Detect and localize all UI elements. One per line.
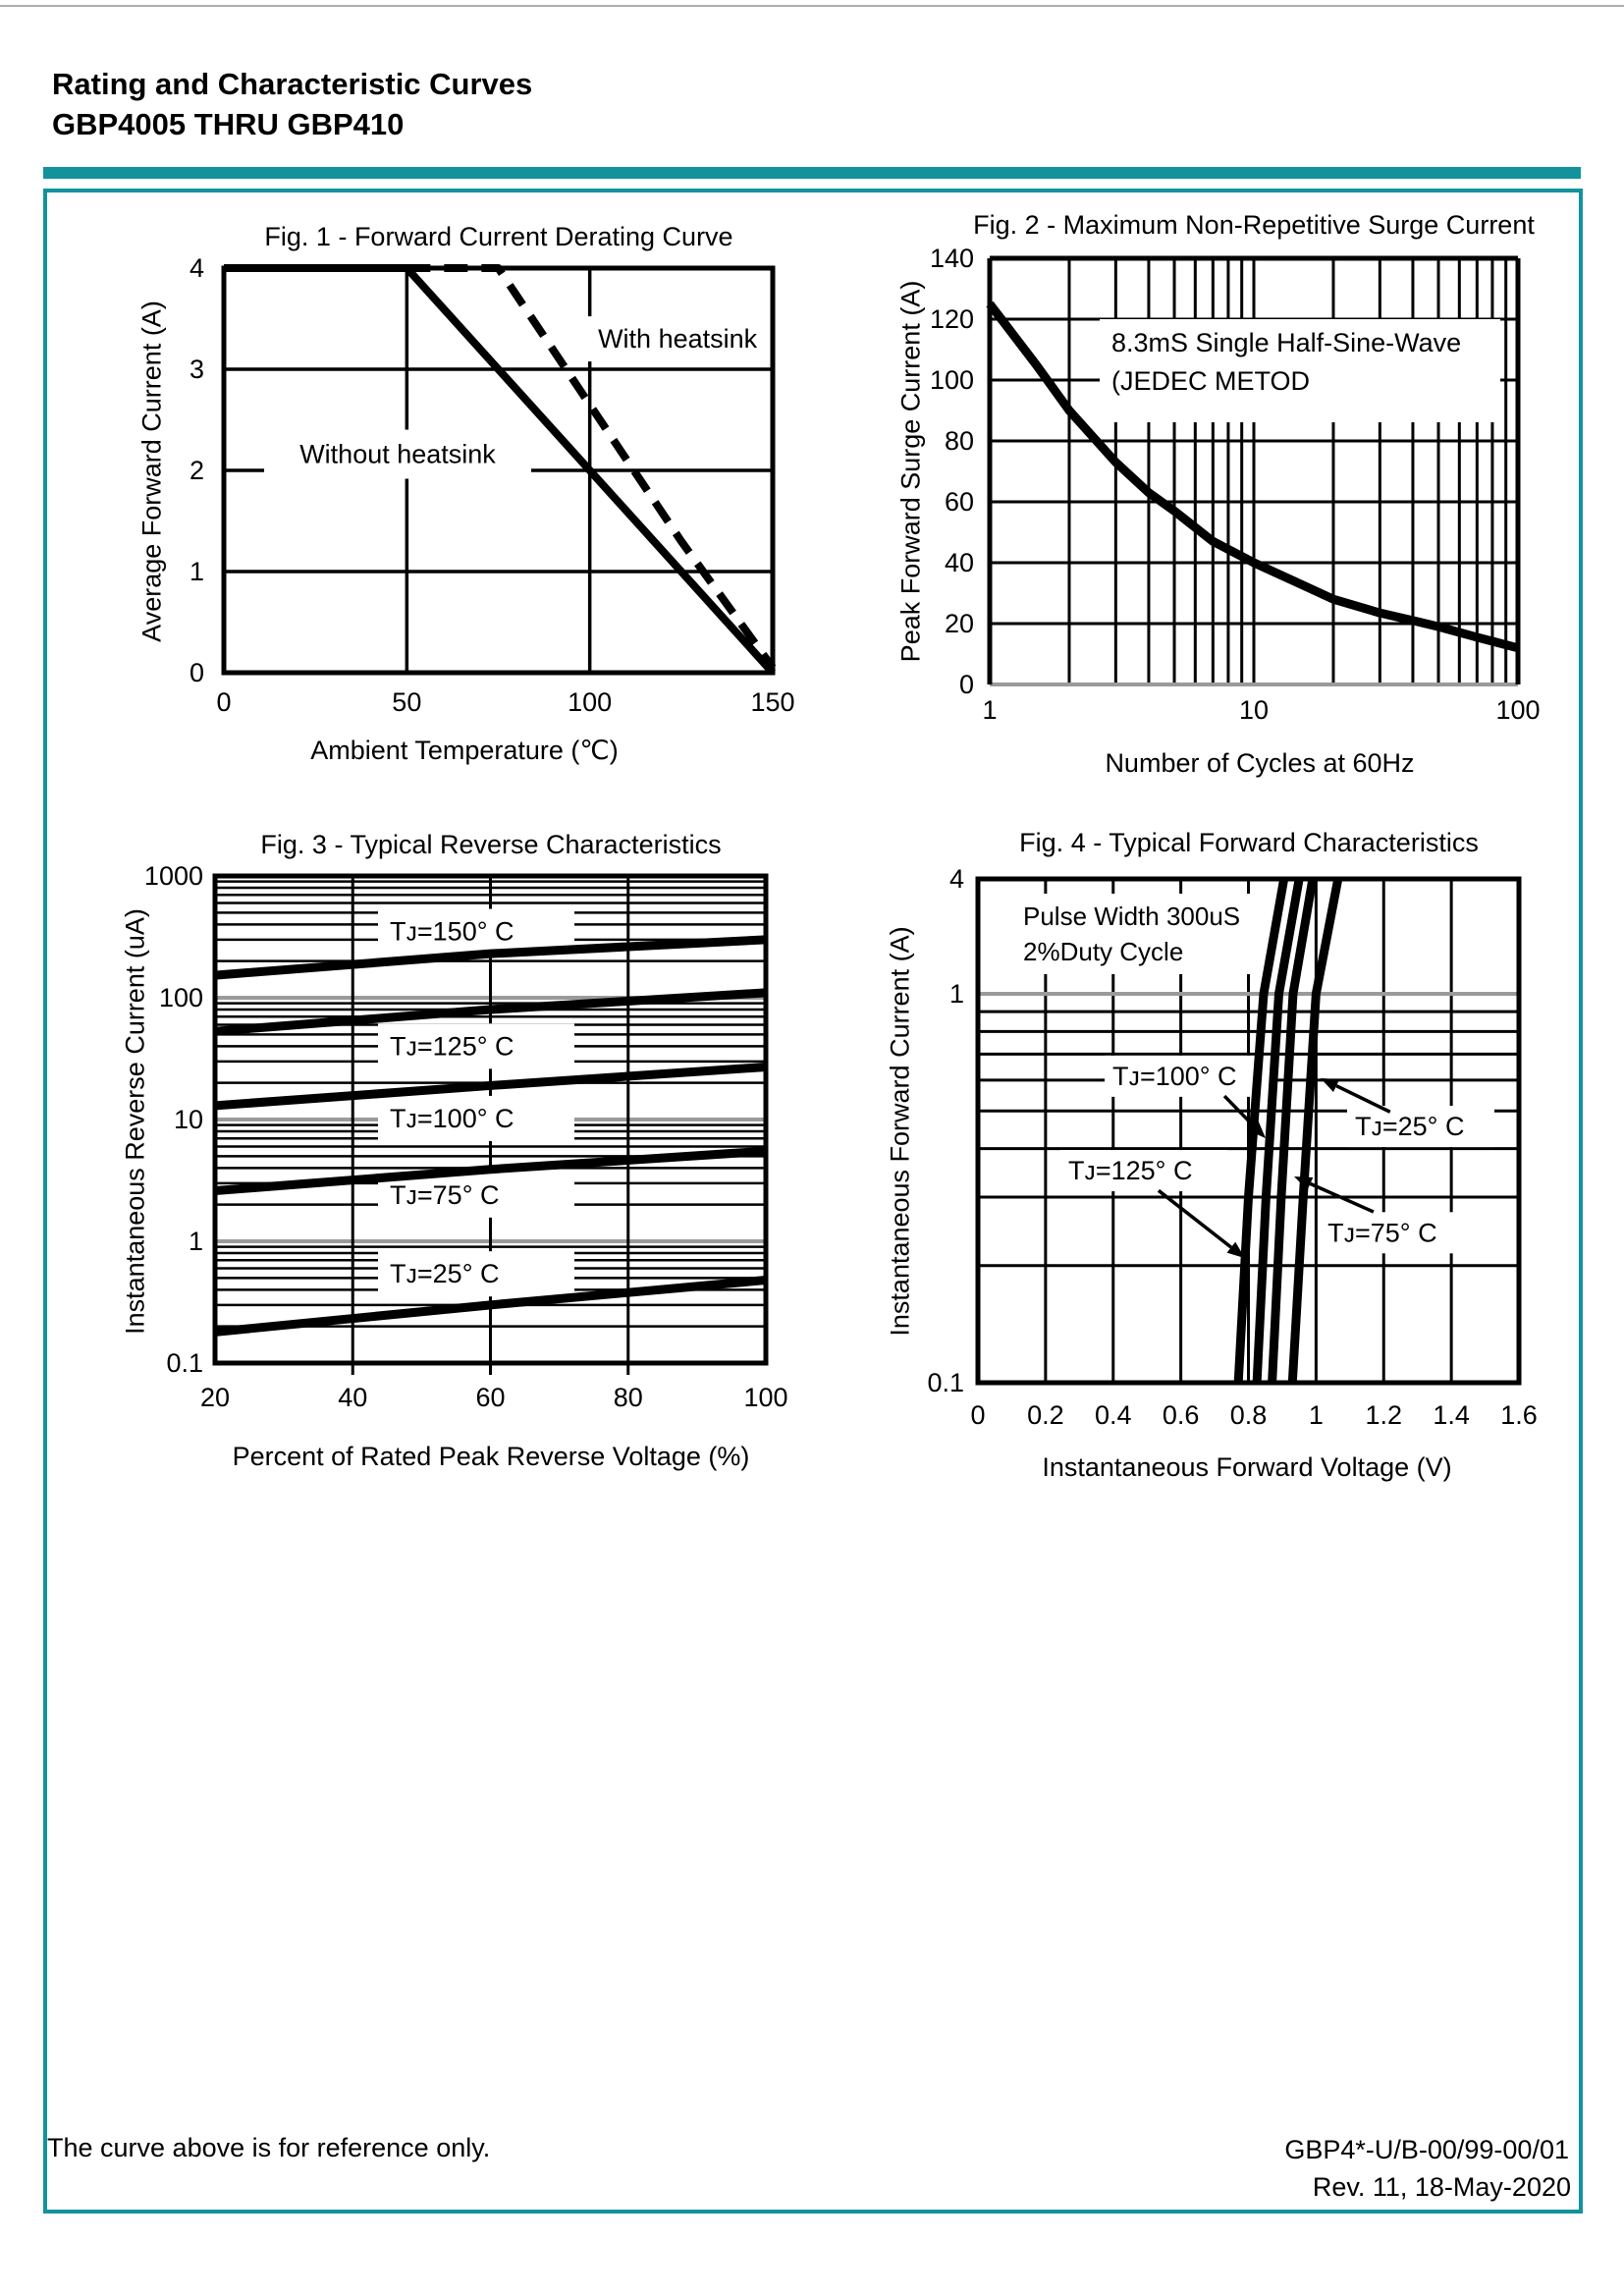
svg-text:150: 150 <box>750 687 795 717</box>
svg-text:Tᴊ=25° C: Tᴊ=25° C <box>390 1259 500 1289</box>
page-title: Rating and Characteristic Curves <box>52 67 533 101</box>
fig4-title: Fig. 4 - Typical Forward Characteristics <box>1019 828 1479 857</box>
svg-text:Tᴊ=100° C: Tᴊ=100° C <box>390 1103 514 1133</box>
svg-text:140: 140 <box>929 244 974 273</box>
svg-text:Tᴊ=75° C: Tᴊ=75° C <box>390 1179 500 1210</box>
svg-text:0.6: 0.6 <box>1162 1400 1200 1430</box>
svg-text:0: 0 <box>216 687 232 717</box>
svg-text:1.2: 1.2 <box>1365 1400 1403 1430</box>
fig1-chart <box>189 253 795 717</box>
fig2-xaxis-title: Number of Cycles at 60Hz <box>1105 748 1415 778</box>
svg-text:0.1: 0.1 <box>166 1348 203 1378</box>
fig3-yaxis-title: Instantaneous Reverse Current (uA) <box>120 908 150 1335</box>
fig1-yaxis-title: Average Forward Current (A) <box>136 301 167 642</box>
svg-text:60: 60 <box>944 487 974 517</box>
fig4-annotation <box>1011 894 1269 974</box>
footer-doc-code: GBP4*-U/B-00/99-00/01 <box>1284 2135 1569 2164</box>
svg-text:10: 10 <box>173 1105 203 1134</box>
svg-text:1000: 1000 <box>143 861 203 891</box>
svg-text:Without heatsink: Without heatsink <box>299 439 496 469</box>
svg-text:20: 20 <box>944 609 974 638</box>
svg-text:40: 40 <box>338 1383 368 1412</box>
fig4-yaxis-title: Instantaneous Forward Current (A) <box>885 926 915 1337</box>
svg-text:120: 120 <box>929 304 974 334</box>
svg-text:100: 100 <box>568 687 613 717</box>
footer-note: The curve above is for reference only. <box>47 2133 491 2162</box>
svg-text:1: 1 <box>188 1227 203 1256</box>
fig1-xaxis-title: Ambient Temperature (℃) <box>310 736 619 765</box>
svg-text:Tᴊ=25° C: Tᴊ=25° C <box>1354 1112 1465 1142</box>
svg-text:2%Duty Cycle: 2%Duty Cycle <box>1023 937 1184 966</box>
svg-text:0: 0 <box>958 670 974 699</box>
svg-text:Pulse Width 300uS: Pulse Width 300uS <box>1023 902 1241 931</box>
page-subtitle: GBP4005 THRU GBP410 <box>52 107 405 141</box>
svg-text:1: 1 <box>948 979 964 1009</box>
svg-text:Tᴊ=125° C: Tᴊ=125° C <box>1067 1156 1193 1186</box>
fig2-yaxis-title: Peak Forward Surge Current (A) <box>895 280 926 663</box>
svg-text:80: 80 <box>613 1383 643 1412</box>
svg-text:100: 100 <box>158 983 203 1012</box>
fig2-chart <box>930 244 1541 725</box>
svg-text:0.4: 0.4 <box>1094 1400 1132 1430</box>
svg-text:0.8: 0.8 <box>1229 1400 1268 1430</box>
svg-text:1: 1 <box>189 557 204 586</box>
fig4-xaxis-title: Instantaneous Forward Voltage (V) <box>1042 1452 1452 1482</box>
fig3-curve-labels <box>378 909 574 1297</box>
fig1-title: Fig. 1 - Forward Current Derating Curve <box>264 222 733 251</box>
fig3-chart <box>144 861 788 1412</box>
svg-text:40: 40 <box>944 548 974 577</box>
fig2-tick-labels <box>930 244 1541 725</box>
svg-text:(JEDEC METOD: (JEDEC METOD <box>1111 366 1311 396</box>
fig4-chart <box>927 864 1537 1430</box>
svg-text:100: 100 <box>929 365 974 395</box>
svg-text:With heatsink: With heatsink <box>598 324 758 355</box>
svg-text:100: 100 <box>743 1383 788 1412</box>
svg-text:1: 1 <box>1308 1400 1324 1430</box>
svg-text:0.1: 0.1 <box>927 1368 964 1397</box>
svg-text:20: 20 <box>199 1383 231 1412</box>
svg-text:1.4: 1.4 <box>1433 1400 1470 1430</box>
svg-text:60: 60 <box>475 1383 506 1412</box>
fig3-title: Fig. 3 - Typical Reverse Characteristics <box>260 830 722 859</box>
svg-text:Tᴊ=100° C: Tᴊ=100° C <box>1112 1061 1237 1091</box>
svg-text:0.2: 0.2 <box>1027 1400 1064 1430</box>
svg-text:8.3mS Single Half-Sine-Wave: 8.3mS Single Half-Sine-Wave <box>1111 328 1462 357</box>
svg-text:Tᴊ=125° C: Tᴊ=125° C <box>390 1031 514 1062</box>
svg-text:10: 10 <box>1238 695 1270 725</box>
svg-text:0: 0 <box>189 658 204 687</box>
svg-text:4: 4 <box>948 864 964 894</box>
svg-text:4: 4 <box>189 253 204 283</box>
svg-text:2: 2 <box>189 456 204 485</box>
fig2-title: Fig. 2 - Maximum Non-Repetitive Surge Current <box>973 210 1535 240</box>
svg-text:3: 3 <box>189 355 204 384</box>
svg-text:1.6: 1.6 <box>1500 1400 1538 1430</box>
svg-text:1: 1 <box>982 695 998 725</box>
svg-text:50: 50 <box>392 687 422 717</box>
svg-text:Tᴊ=75° C: Tᴊ=75° C <box>1327 1218 1437 1248</box>
svg-text:Tᴊ=150° C: Tᴊ=150° C <box>390 916 514 947</box>
svg-text:100: 100 <box>1495 695 1541 725</box>
svg-text:0: 0 <box>970 1400 986 1430</box>
footer-revision: Rev. 11, 18-May-2020 <box>1312 2172 1571 2202</box>
fig3-xaxis-title: Percent of Rated Peak Reverse Voltage (%) <box>232 1442 750 1471</box>
svg-text:80: 80 <box>944 426 974 456</box>
fig2-annotation <box>1100 319 1500 422</box>
